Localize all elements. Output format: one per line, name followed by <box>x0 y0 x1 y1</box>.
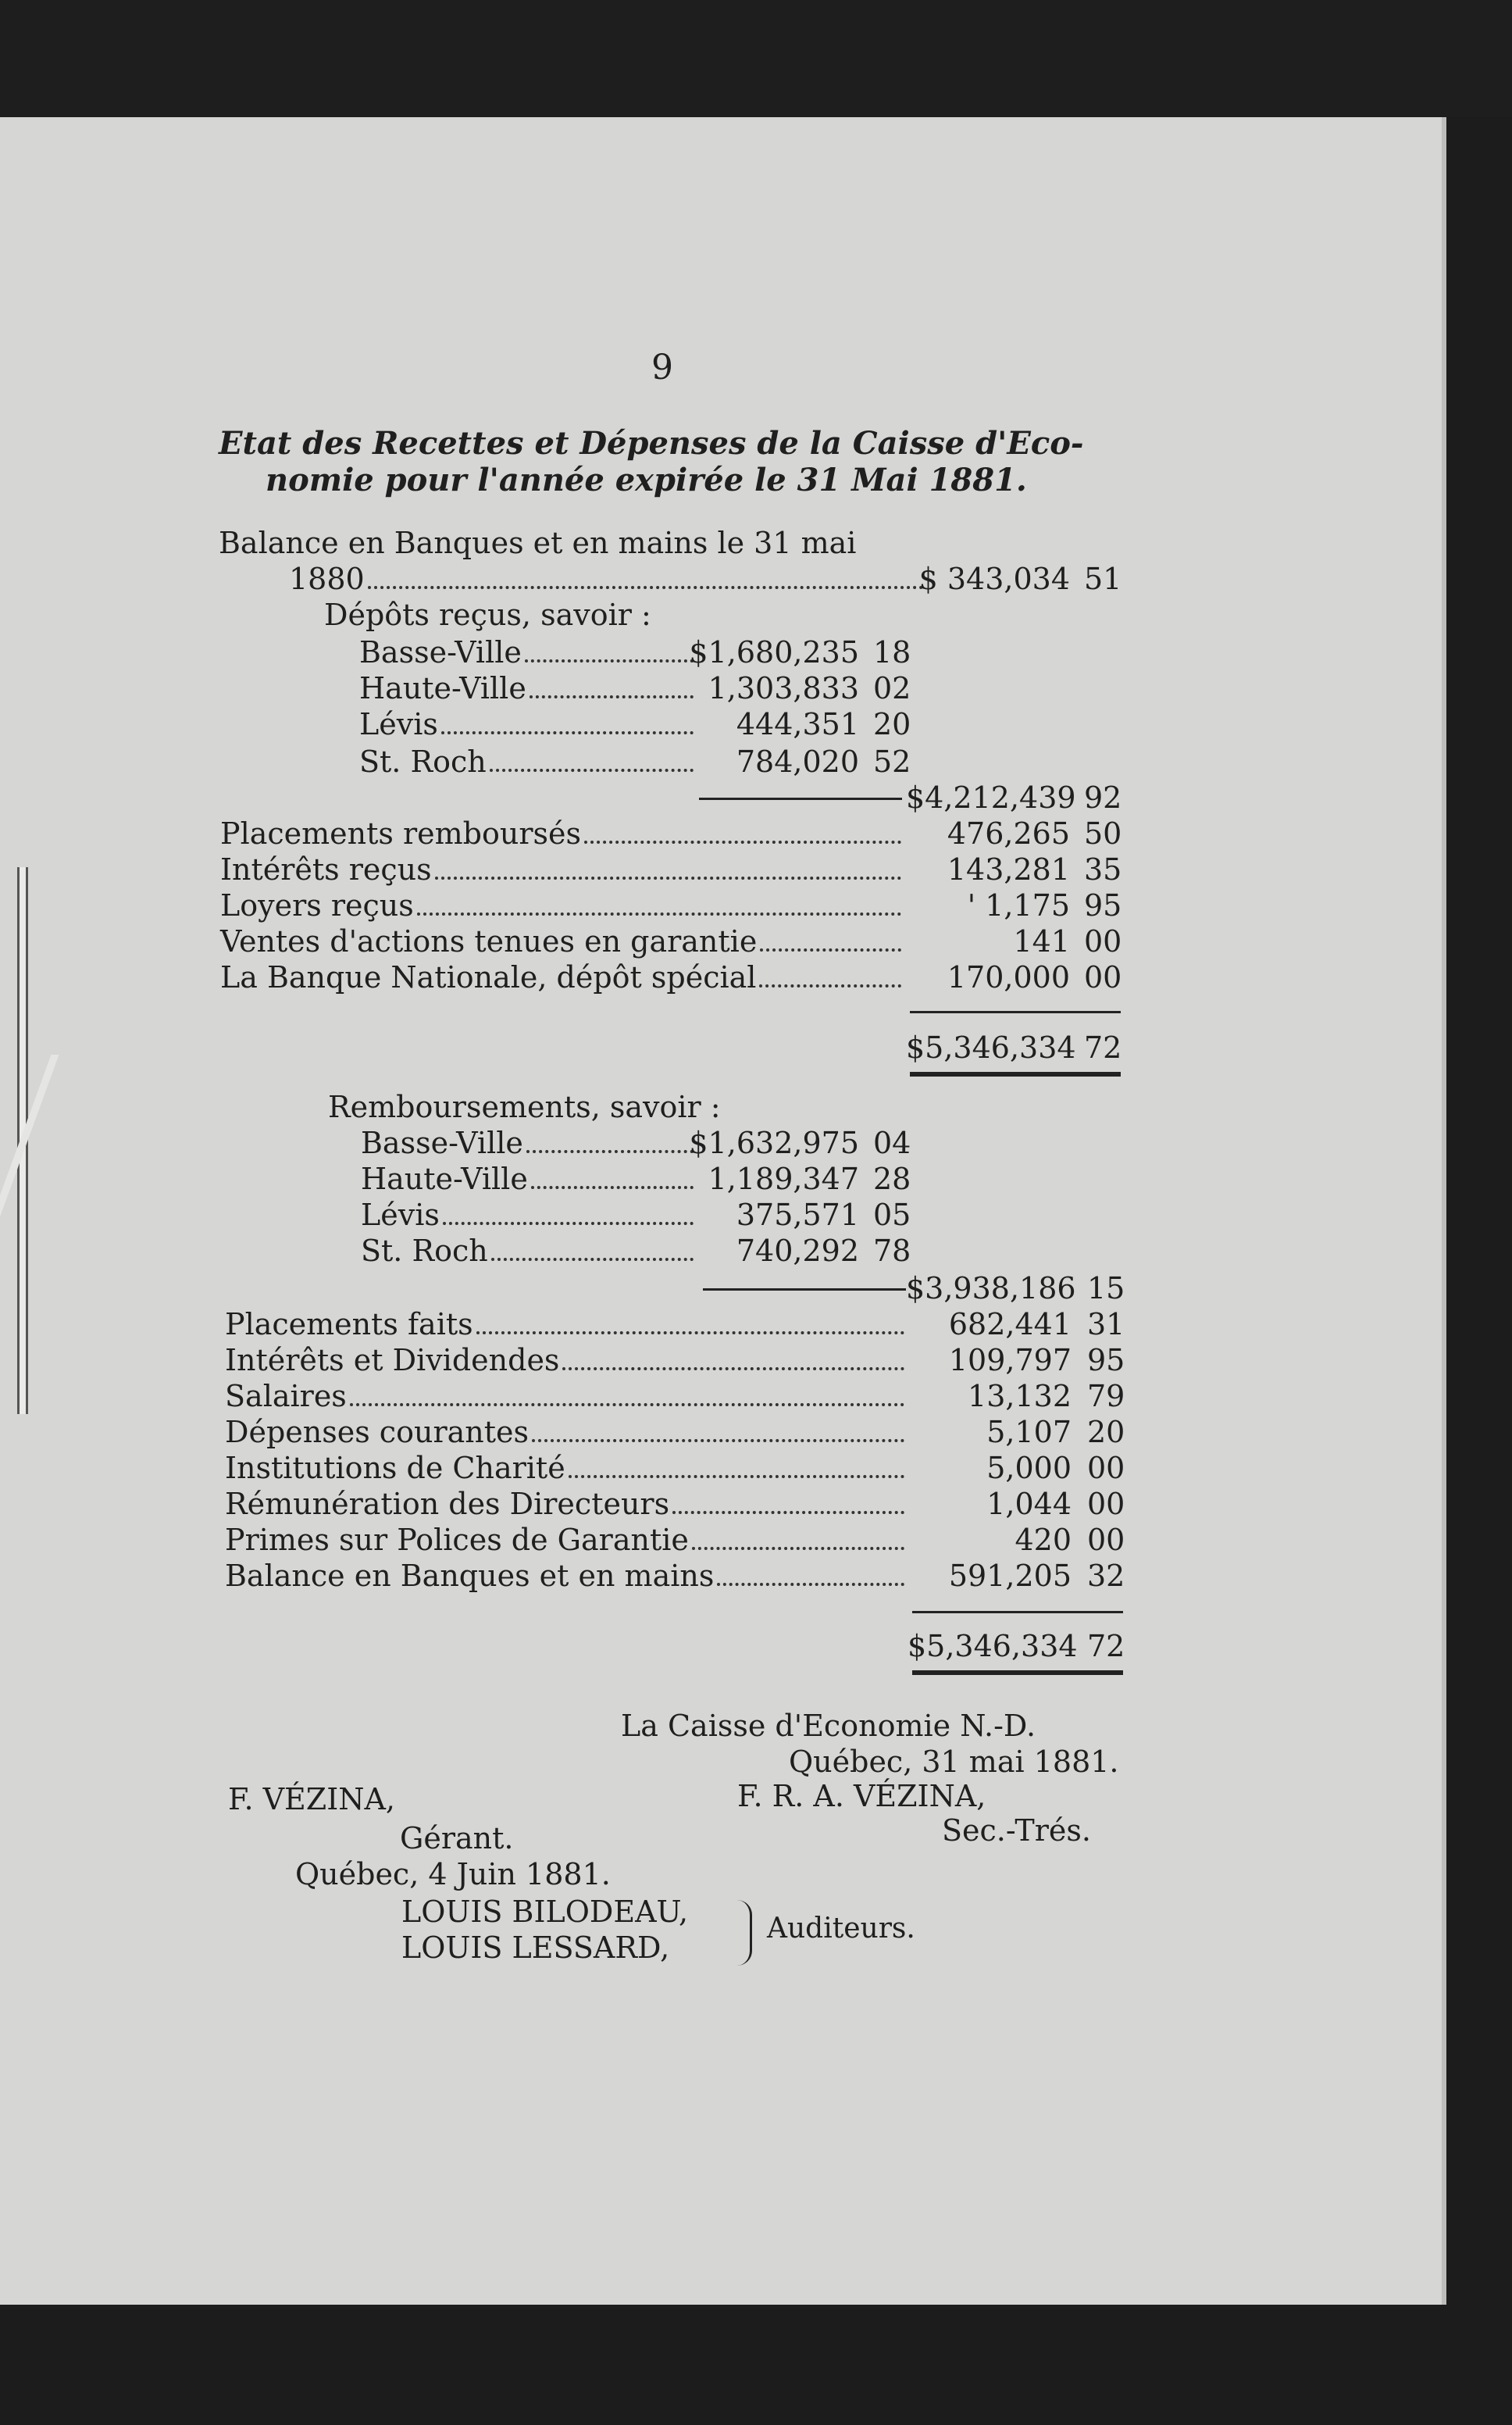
statement-place-date: Québec, 31 mai 1881. <box>789 1745 1119 1779</box>
expense-amount: 591,205 <box>948 1559 1072 1593</box>
expense-amount: 13,132 <box>968 1379 1072 1413</box>
deposit-label <box>359 744 697 780</box>
expense-name: Dépenses courantes <box>225 1415 529 1449</box>
manager-name: F. VÉZINA, <box>228 1782 395 1816</box>
leader-dots <box>562 1367 904 1370</box>
receipt-name: Loyers reçus <box>220 888 414 923</box>
receipt-amount: 141 <box>1013 924 1070 959</box>
receipt-label <box>220 888 904 923</box>
treasurer-title: Sec.-Trés. <box>942 1813 1091 1848</box>
leader-dots <box>417 912 901 916</box>
refund-name: St. Roch <box>361 1234 488 1268</box>
refund-amount: $1,632,975 <box>689 1126 859 1160</box>
refund-label <box>361 1233 697 1269</box>
refund-name: Haute-Ville <box>361 1162 528 1196</box>
deposit-cents: 52 <box>873 745 911 779</box>
expense-name: Intérêts et Dividendes <box>225 1343 560 1377</box>
leader-dots <box>368 586 923 589</box>
manager-title: Gérant. <box>400 1821 514 1855</box>
refund-cents: 05 <box>873 1198 911 1232</box>
refund-name: Lévis <box>361 1198 440 1232</box>
expense-cents: 32 <box>1087 1559 1125 1593</box>
receipt-cents: 95 <box>1084 888 1122 923</box>
scan-border <box>0 0 1512 117</box>
page-number: 9 <box>651 348 673 388</box>
total-rule <box>910 1011 1121 1013</box>
receipt-amount: 476,265 <box>947 816 1070 851</box>
auditors-label: Auditeurs. <box>767 1912 915 1945</box>
deposits-total-cents: 92 <box>1084 780 1122 815</box>
leader-dots <box>350 1403 904 1406</box>
expense-label <box>225 1378 908 1414</box>
receipt-cents: 35 <box>1084 852 1122 887</box>
audit-date: Québec, 4 Juin 1881. <box>295 1857 611 1891</box>
expense-name: Salaires <box>225 1379 347 1413</box>
expense-cents: 00 <box>1087 1487 1125 1521</box>
expense-label <box>225 1522 908 1558</box>
leader-dots <box>490 769 694 772</box>
receipts-total: $5,346,334 <box>906 1030 1076 1065</box>
receipt-amount: ' 1,175 <box>967 888 1070 923</box>
deposit-amount: 1,303,833 <box>708 671 859 705</box>
expense-name: Placements faits <box>225 1307 473 1341</box>
auditor-name: LOUIS LESSARD, <box>401 1930 670 1965</box>
leader-dots <box>584 841 901 844</box>
refund-cents: 04 <box>873 1126 911 1160</box>
deposit-cents: 18 <box>873 635 911 670</box>
leader-dots <box>435 877 901 880</box>
leader-dots <box>569 1475 904 1478</box>
deposit-name: Lévis <box>359 707 438 741</box>
expense-amount: 109,797 <box>948 1343 1072 1377</box>
institution-name: La Caisse d'Economie N.-D. <box>621 1709 1036 1743</box>
refund-cents: 78 <box>873 1234 911 1268</box>
expense-cents: 20 <box>1087 1415 1125 1449</box>
expense-amount: 1,044 <box>986 1487 1072 1521</box>
expense-label <box>225 1450 908 1486</box>
deposit-name: Basse-Ville <box>359 635 522 670</box>
expense-cents: 00 <box>1087 1451 1125 1485</box>
receipt-amount: 170,000 <box>947 960 1070 995</box>
expense-cents: 31 <box>1087 1307 1125 1341</box>
expense-label <box>225 1342 908 1378</box>
refund-amount: 740,292 <box>736 1234 859 1268</box>
opening-balance-cents: 51 <box>1084 562 1122 596</box>
subtotal-rule <box>699 798 902 800</box>
deposit-amount: $1,680,235 <box>689 635 859 670</box>
receipts-total-cents: 72 <box>1084 1030 1122 1065</box>
subtotal-rule <box>703 1288 906 1291</box>
deposit-label <box>359 670 697 706</box>
leader-dots <box>441 731 694 734</box>
receipt-label <box>220 852 904 888</box>
opening-balance-line-2 <box>289 561 926 597</box>
deposit-cents: 20 <box>873 707 911 741</box>
leader-dots <box>760 948 901 952</box>
expense-amount: 5,000 <box>986 1451 1072 1485</box>
document-title-line-1: Etat des Recettes et Dépenses de la Caisse d'Eco- <box>219 425 1084 462</box>
leader-dots <box>717 1583 904 1586</box>
expense-cents: 79 <box>1087 1379 1125 1413</box>
receipt-name: Ventes d'actions tenues en garantie <box>220 924 758 959</box>
receipt-name: La Banque Nationale, dépôt spécial <box>220 960 757 995</box>
leader-dots <box>532 1439 904 1442</box>
total-double-rule <box>910 1072 1121 1077</box>
expense-name: Rémunération des Directeurs <box>225 1487 670 1521</box>
leader-dots <box>692 1547 904 1550</box>
auditor-name: LOUIS BILODEAU, <box>401 1895 689 1929</box>
receipt-label <box>220 923 904 959</box>
opening-balance-line-1: Balance en Banques et en mains le 31 mai <box>219 526 857 560</box>
auditors-brace <box>737 1900 752 1966</box>
expense-amount: 5,107 <box>986 1415 1072 1449</box>
expense-name: Balance en Banques et en mains <box>225 1559 715 1593</box>
total-rule <box>912 1611 1123 1613</box>
receipt-name: Placements remboursés <box>220 816 582 851</box>
receipt-cents: 00 <box>1084 960 1122 995</box>
leader-dots <box>672 1511 904 1514</box>
deposit-cents: 02 <box>873 671 911 705</box>
refunds-total-cents: 15 <box>1087 1271 1125 1305</box>
deposit-name: Haute-Ville <box>359 671 526 705</box>
expenses-total: $5,346,334 <box>908 1629 1078 1663</box>
expense-name: Primes sur Polices de Garantie <box>225 1523 689 1557</box>
receipt-cents: 00 <box>1084 924 1122 959</box>
expense-label <box>225 1414 908 1450</box>
receipt-cents: 50 <box>1084 816 1122 851</box>
document-title-line-2: nomie pour l'année expirée le 31 Mai 1881. <box>266 462 1027 498</box>
expense-cents: 00 <box>1087 1523 1125 1557</box>
expense-label <box>225 1558 908 1594</box>
receipt-label <box>220 959 904 995</box>
deposits-heading: Dépôts reçus, savoir : <box>324 598 651 632</box>
receipt-amount: 143,281 <box>947 852 1070 887</box>
receipt-name: Intérêts reçus <box>220 852 432 887</box>
refund-amount: 1,189,347 <box>708 1162 859 1196</box>
refund-label <box>361 1197 697 1233</box>
refund-amount: 375,571 <box>736 1198 859 1232</box>
refund-name: Basse-Ville <box>361 1126 523 1160</box>
expense-cents: 95 <box>1087 1343 1125 1377</box>
deposit-label <box>359 706 697 742</box>
leader-dots <box>759 984 901 988</box>
expense-label <box>225 1486 908 1522</box>
deposit-amount: 444,351 <box>736 707 859 741</box>
refunds-total: $3,938,186 <box>906 1271 1076 1305</box>
deposits-total: $4,212,439 <box>906 780 1076 815</box>
leader-dots <box>443 1222 694 1225</box>
expense-name: Institutions de Charité <box>225 1451 565 1485</box>
opening-balance-year: 1880 <box>289 562 365 596</box>
refund-cents: 28 <box>873 1162 911 1196</box>
refunds-heading: Remboursements, savoir : <box>328 1090 721 1124</box>
deposit-name: St. Roch <box>359 745 487 779</box>
receipt-label <box>220 816 904 852</box>
total-double-rule <box>912 1670 1123 1675</box>
expense-amount: 682,441 <box>948 1307 1072 1341</box>
leader-dots <box>476 1331 904 1334</box>
expense-amount: 420 <box>1015 1523 1072 1557</box>
refund-label <box>361 1161 697 1197</box>
refund-label <box>361 1125 697 1161</box>
treasurer-name: F. R. A. VÉZINA, <box>737 1779 986 1813</box>
deposit-label <box>359 634 697 670</box>
deposit-amount: 784,020 <box>736 745 859 779</box>
opening-balance-amount: $ 343,034 <box>918 562 1070 596</box>
expense-label <box>225 1306 908 1342</box>
expenses-total-cents: 72 <box>1087 1629 1125 1663</box>
